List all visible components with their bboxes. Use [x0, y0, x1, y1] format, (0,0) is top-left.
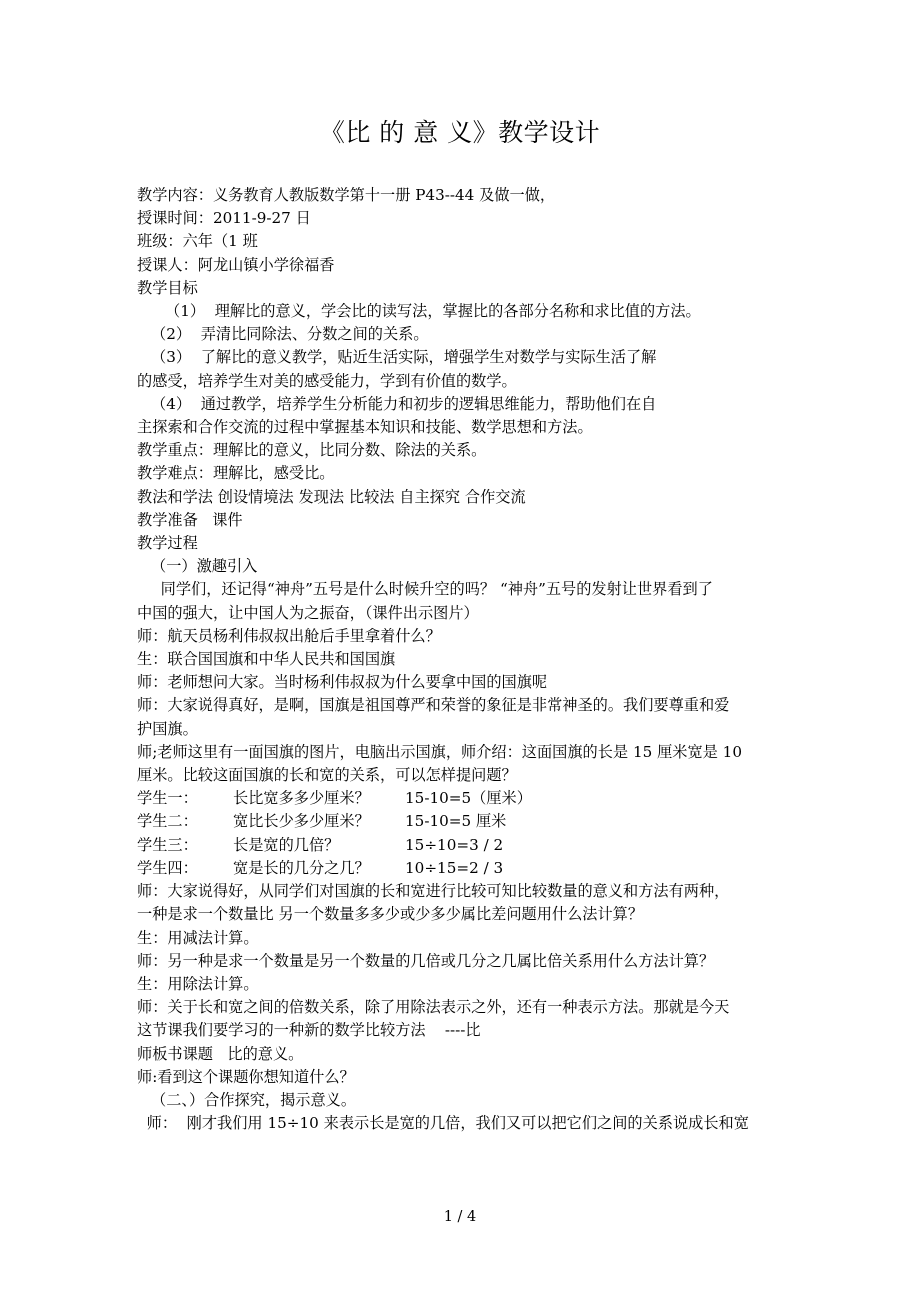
objectives-heading: 教学目标 [137, 278, 198, 297]
student-question: 宽是长的几分之几？ [233, 858, 370, 877]
teacher-statement-2b: 护国旗。 [137, 719, 198, 738]
teaching-content-line: 教学内容：义务教育人教版数学第十一册 P43--44 及做一做， [137, 186, 556, 204]
objective-item-4a: （4） 通过教学，培养学生分析能力和初步的逻辑思维能力，帮助他们在自 [151, 394, 657, 413]
student-row [137, 834, 785, 857]
objective-item-3a: （3） 了解比的意义教学，贴近生活实际，增强学生对数学与实际生活了解 [151, 348, 657, 367]
student-question: 宽比长少多少厘米？ [233, 812, 370, 831]
discussion-teacher-3b: 这节课我们要学习的一种新的数学比较方法 ----比 [137, 1021, 481, 1040]
student-answer: 15÷10=3 / 2 [405, 835, 504, 854]
discussion-teacher-3a: 师：关于长和宽之间的倍数关系，除了用除法表示之外，还有一种表示方法。那就是今天 [137, 998, 730, 1017]
process-section-one: （一）激趣引入 [151, 557, 258, 576]
student-row [137, 857, 785, 880]
objective-item-1: （1） 理解比的意义，学会比的读写法，掌握比的各部分名称和求比值的方法。 [165, 302, 701, 321]
teacher-statement-2a: 师：大家说得真好，是啊，国旗是祖国尊严和荣誉的象征是非常神圣的。我们要尊重和爱 [137, 696, 730, 715]
document-body [137, 184, 785, 1135]
student-answer: 15-10=5（厘米） [405, 789, 532, 808]
teacher-question-2: 师：老师想问大家。当时杨利伟叔叔为什么要拿中国的国旗呢 [137, 673, 548, 692]
teaching-time-line: 授课时间：2011-9-27 日 [137, 209, 311, 228]
class-line: 班级：六年（1 班 [137, 232, 258, 251]
teaching-focus-line: 教学重点：理解比的意义，比同分数、除法的关系。 [137, 441, 487, 460]
student-question: 长比宽多多少厘米？ [233, 789, 370, 808]
process-heading: 教学过程 [137, 534, 198, 553]
student-row [137, 810, 785, 833]
teacher-question-1: 师：航天员杨利伟叔叔出舱后手里拿着什么？ [137, 626, 441, 645]
student-answer: 15-10=5 厘米 [405, 812, 507, 831]
discussion-student-2: 生：用除法计算。 [137, 974, 259, 993]
discussion-teacher-2: 师：另一种是求一个数量是另一个数量的几倍或几分之几属比倍关系用什么方法计算？ [137, 951, 715, 970]
student-row [137, 787, 785, 810]
student-answer-1: 生：联合国国旗和中华人民共和国国旗 [137, 650, 396, 669]
blackboard-title-line: 师板书课题 比的意义。 [137, 1044, 304, 1063]
student-label: 学生四： [137, 858, 198, 877]
objective-item-4b: 主探索和合作交流的过程中掌握基本知识和技能、数学思想和方法。 [137, 418, 593, 437]
discussion-teacher-6: 师： 刚才我们用 15÷10 来表示长是宽的几倍，我们又可以把它们之间的关系说成长和宽 [137, 1114, 749, 1133]
discussion-teacher-1b: 一种是求一个数量比 另一个数量多多少或少多少属比差问题用什么法计算？ [137, 905, 644, 924]
discussion-teacher-1a: 师：大家说得好，从同学们对国旗的长和宽进行比较可知比较数量的意义和方法有两种， [137, 882, 730, 901]
page-number: 1 / 4 [443, 1209, 477, 1225]
objective-item-3b: 的感受，培养学生对美的感受能力，学到有价值的数学。 [137, 371, 517, 390]
student-question: 长是宽的几倍？ [233, 835, 340, 854]
teaching-methods-line: 教法和学法 创设情境法 发现法 比较法 自主探究 合作交流 [137, 487, 526, 506]
student-label: 学生二： [137, 812, 198, 831]
flag-description-a: 师;老师这里有一面国旗的图片，电脑出示国旗，师介绍：这面国旗的长是 15 厘米宽是 10 [137, 742, 743, 761]
teacher-line: 授课人：阿龙山镇小学徐福香 [137, 255, 335, 274]
discussion-student-1: 生：用减法计算。 [137, 928, 259, 947]
student-label: 学生一： [137, 789, 198, 808]
objective-item-2: （2） 弄清比同除法、分数之间的关系。 [151, 325, 429, 344]
page-title: 《比 的 意 义》教学设计 [319, 118, 601, 147]
flag-description-b: 厘米。比较这面国旗的长和宽的关系，可以怎样提问题？ [137, 766, 517, 785]
student-label: 学生三： [137, 835, 198, 854]
process-section-two: （二、）合作探究，揭示意义。 [151, 1090, 357, 1109]
process-intro-line-b: 中国的强大，让中国人为之振奋，（课件出示图片） [137, 603, 479, 622]
teaching-preparation-line: 教学准备 课件 [137, 510, 243, 529]
teaching-difficulty-line: 教学难点：理解比，感受比。 [137, 464, 335, 483]
student-answer: 10÷15=2 / 3 [405, 858, 504, 877]
discussion-teacher-5: 师:看到这个课题你想知道什么？ [137, 1067, 355, 1086]
process-intro-line-a: 同学们，还记得“神舟”五号是什么时候升空的吗？ “神舟”五号的发射让世界看到了 [151, 580, 713, 599]
